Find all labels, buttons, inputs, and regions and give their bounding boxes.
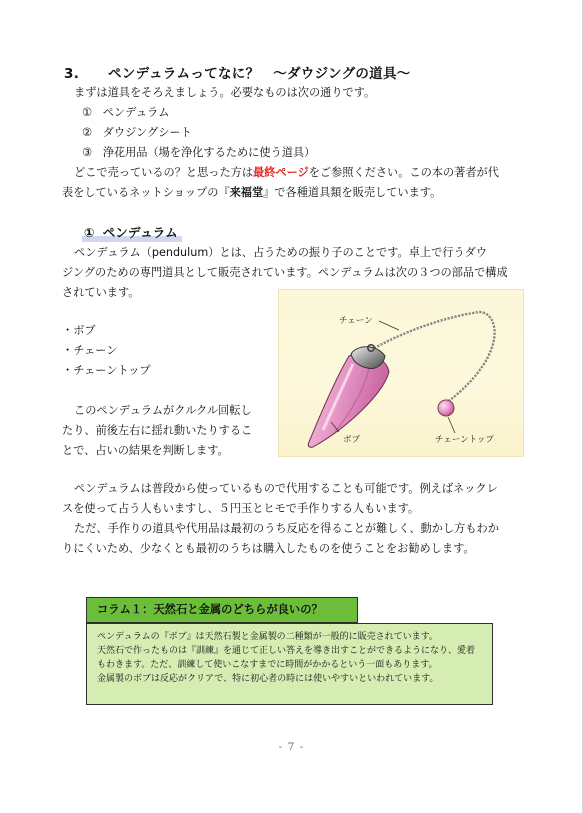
subsection-title: ペンデュラム — [102, 225, 178, 240]
substitute-1: ペンデュラムは普段から使っているもので代用することも可能です。例えばネックレ — [74, 482, 498, 495]
column-body — [86, 623, 493, 705]
tool-item-1 — [82, 106, 169, 120]
label-chain-top: チェーントップ — [435, 435, 494, 445]
tool-label: ペンデュラム — [102, 106, 170, 119]
label-bob: ボブ — [343, 435, 361, 445]
column-line-4: 金属製のボブは反応がクリアで、特に初心者の時には使いやすいといわれています。 — [97, 674, 439, 684]
last-page-link[interactable]: 最終ページ — [253, 166, 309, 179]
tool-num: ① — [82, 106, 93, 119]
substitute-3: ただ、手作りの道具や代用品は最初のうち反応を得ることが難しく、動かし方もわか — [74, 522, 499, 535]
pendulum-desc-3: されています。 — [62, 286, 140, 299]
swing-desc-1: このペンデュラムがクルクル回転し — [74, 404, 252, 417]
tool-num: ② — [82, 126, 93, 139]
section-number: 3. — [64, 66, 80, 82]
subsection-number: ① — [84, 225, 95, 240]
tool-item-2 — [82, 126, 192, 140]
part-chain: ・チェーン — [62, 344, 118, 357]
section-title: ペンデュラムってなに？ ～ダウジングの道具～ — [108, 66, 411, 82]
intro-text: まずは道具をそろえましょう。必要なものは次の通りです。 — [74, 86, 376, 99]
pendulum-desc-1: ペンデュラム（pendulum）とは、占うための振り子のことです。卓上で行うダウ — [74, 246, 488, 259]
chain-top-bead — [438, 400, 454, 416]
tool-item-3 — [82, 146, 315, 160]
swing-desc-2: たり、前後左右に揺れ動いたりするこ — [62, 424, 253, 437]
column-line-1: ペンデュラムの『ボブ』は天然石製と金属製の二種類が一般的に販売されています。 — [97, 632, 438, 642]
subsection-heading — [84, 222, 178, 241]
pendulum-drawing — [279, 290, 523, 456]
part-bob: ・ボブ — [62, 324, 96, 337]
label-chain: チェーン — [339, 316, 373, 326]
tool-label: ダウジングシート — [102, 126, 192, 139]
column-line-3: もわきます。ただ、訓練して使いこなすまでに時間がかかるという一面もあります。 — [97, 660, 438, 670]
shop-text-c: 表をしているネットショップの『 — [62, 186, 230, 199]
column-title: コラム１：天然石と金属のどちらが良いの？ — [86, 597, 358, 623]
swing-desc-3: とで、占いの結果を判断します。 — [62, 444, 229, 457]
part-chain-top: ・チェーントップ — [62, 364, 151, 377]
page-number: - 7 - — [278, 741, 305, 753]
column-box — [86, 597, 493, 705]
substitute-2: スを使って占う人もいますし、５円玉とヒモで手作りする人もいます。 — [62, 502, 420, 515]
pendulum-illustration — [278, 289, 524, 457]
column-line-2: 天然石で作ったものは『訓練』を通じて正しい答えを導き出すことができるようになり、愛着 — [97, 646, 476, 656]
shop-text-d: 』で各種道具類を販売しています。 — [263, 186, 442, 199]
pendulum-desc-2: ジングのための専門道具として販売されています。ペンデュラムは次の３つの部品で構成 — [62, 266, 508, 279]
shop-text-a: どこで売っているの？と思った方は — [74, 166, 254, 179]
substitute-4: りにくいため、少なくとも最初のうちは購入したものを使うことをお勧めします。 — [62, 542, 475, 555]
shop-text-b: をご参照ください。この本の著者が代 — [308, 166, 499, 179]
shop-line-1 — [74, 166, 499, 180]
tool-label: 浄花用品（場を浄化するために使う道具） — [102, 146, 316, 159]
shop-name: 来福堂 — [229, 186, 264, 199]
shop-line-2 — [62, 186, 441, 200]
section-heading — [64, 62, 411, 82]
tool-num: ③ — [82, 146, 93, 159]
